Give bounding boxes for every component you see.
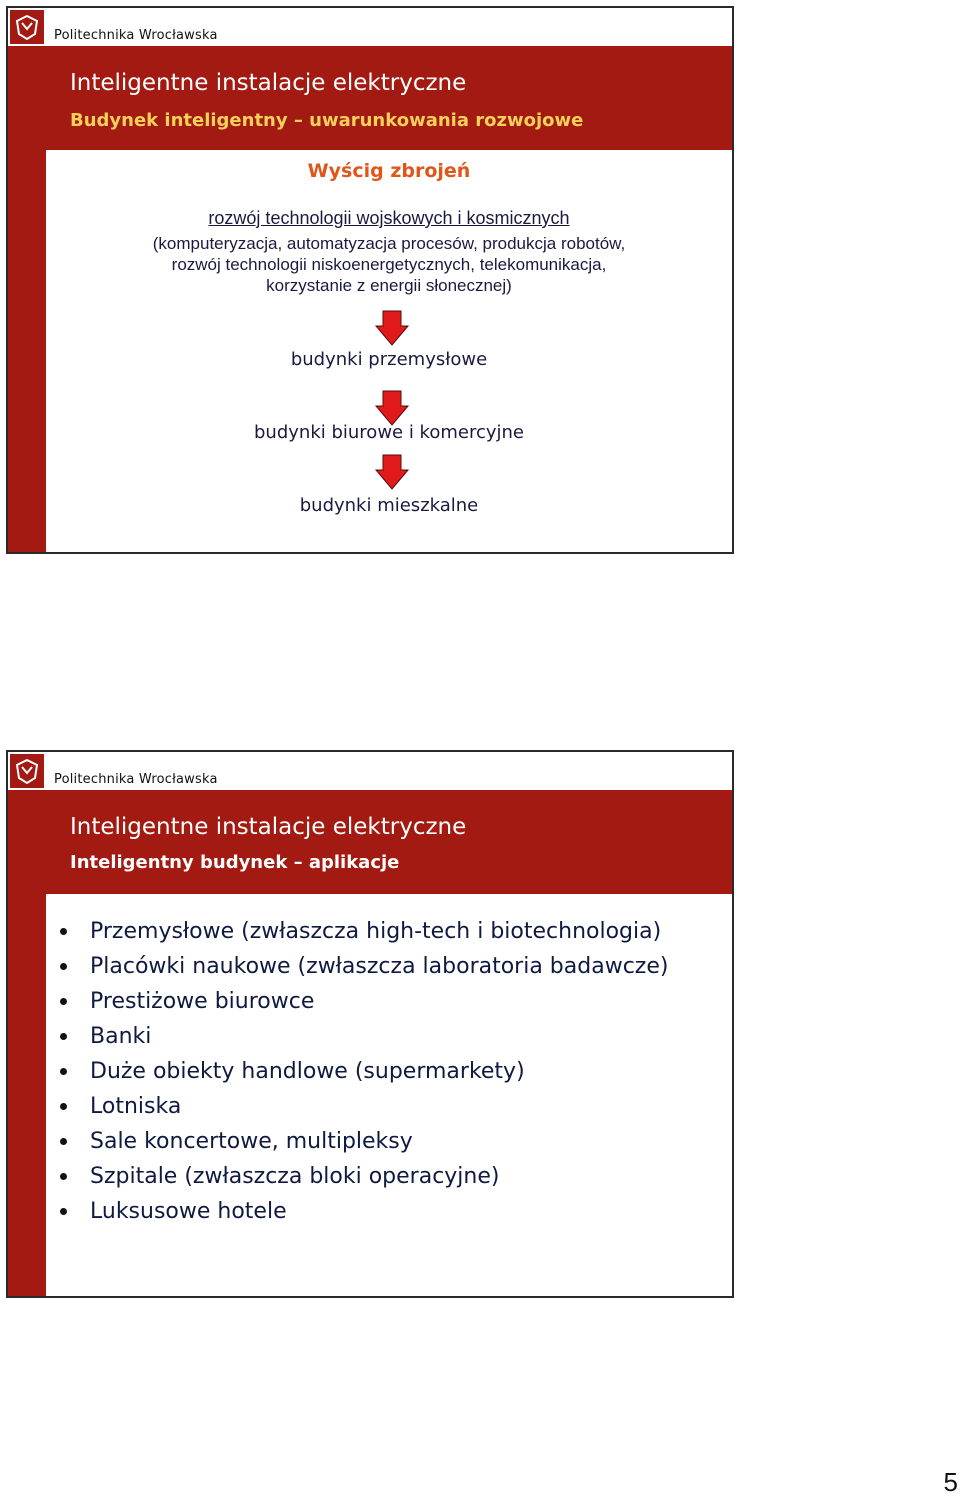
description-paragraph — [46, 233, 732, 296]
title-band — [46, 790, 732, 894]
slide-sidebar — [8, 8, 46, 552]
list-item-text: Szpitale (zwłaszcza bloki operacyjne) — [90, 1164, 500, 1189]
bullet-icon — [60, 963, 67, 970]
list-item — [60, 984, 668, 1019]
down-arrow-icon — [375, 454, 409, 490]
bullet-icon — [60, 1208, 67, 1215]
slide-subtitle: Inteligentny budynek – aplikacje — [70, 852, 400, 873]
bullet-icon — [60, 1138, 67, 1145]
section-heading: Wyścig zbrojeń — [307, 160, 471, 182]
university-name: Politechnika Wrocławska — [54, 772, 218, 787]
slide-header — [8, 752, 732, 790]
bullet-list — [60, 914, 668, 1229]
flow-item: budynki przemysłowe — [290, 349, 488, 370]
bullet-icon — [60, 1103, 67, 1110]
slide-title: Inteligentne instalacje elektryczne — [70, 814, 467, 840]
list-item — [60, 1159, 668, 1194]
slide-2 — [6, 750, 734, 1298]
description-line: (komputeryzacja, automatyzacja procesów, produkcja robotów, — [152, 234, 626, 253]
underlined-line: rozwój technologii wojskowych i kosmicznych — [208, 208, 570, 228]
bullet-icon — [60, 1068, 67, 1075]
university-logo — [10, 754, 44, 788]
list-item-text: Banki — [90, 1024, 152, 1049]
list-item-text: Duże obiekty handlowe (supermarkety) — [90, 1059, 525, 1084]
list-item-text: Sale koncertowe, multipleksy — [90, 1129, 413, 1154]
list-item-text: Prestiżowe biurowce — [90, 989, 315, 1014]
bullet-icon — [60, 928, 67, 935]
slide-1 — [6, 6, 734, 554]
list-item — [60, 1194, 668, 1229]
list-item — [60, 1089, 668, 1124]
bullet-icon — [60, 1173, 67, 1180]
down-arrow-icon — [375, 310, 409, 346]
list-item — [60, 1054, 668, 1089]
flow-item: budynki biurowe i komercyjne — [254, 422, 524, 443]
list-item-text: Przemysłowe (zwłaszcza high-tech i biotechnologia) — [90, 919, 662, 944]
university-name: Politechnika Wrocławska — [54, 28, 218, 43]
bullet-icon — [60, 1033, 67, 1040]
list-item-text: Luksusowe hotele — [90, 1199, 287, 1224]
slide-subtitle: Budynek inteligentny – uwarunkowania rozwojowe — [70, 110, 584, 131]
description-line: rozwój technologii niskoenergetycznych, telekomunikacja, — [171, 255, 607, 274]
list-item — [60, 914, 668, 949]
description-line: korzystanie z energii słonecznej) — [266, 276, 512, 295]
bullet-icon — [60, 998, 67, 1005]
slide-sidebar — [8, 752, 46, 1296]
list-item — [60, 949, 668, 984]
page-number: 5 — [943, 1467, 958, 1497]
list-item — [60, 1019, 668, 1054]
list-item-text: Placówki naukowe (zwłaszcza laboratoria badawcze) — [90, 954, 669, 979]
slide-title: Inteligentne instalacje elektryczne — [70, 70, 467, 96]
list-item-text: Lotniska — [90, 1094, 182, 1119]
down-arrow-icon — [375, 390, 409, 426]
flow-item: budynki mieszkalne — [299, 495, 479, 516]
list-item — [60, 1124, 668, 1159]
university-logo — [10, 10, 44, 44]
